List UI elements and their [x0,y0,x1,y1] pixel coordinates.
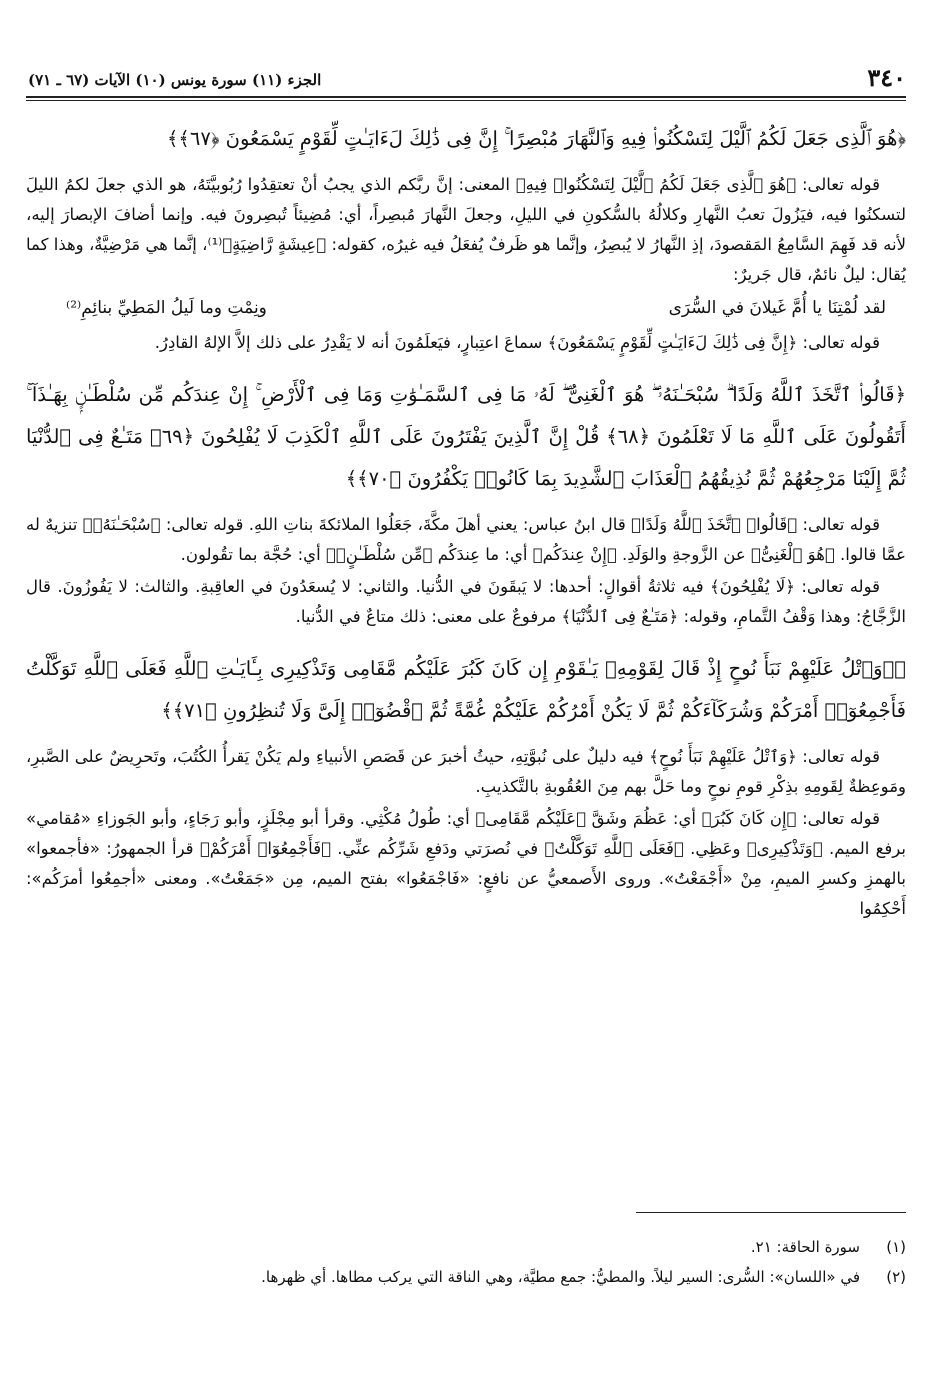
footnote [26,1232,906,1262]
footnote-number: (٢) [886,1268,906,1286]
poetry-second-hemistich: ونِمْتِ وما لَيلُ المَطِيِّ بنائِمِ⁽²⁾ [66,298,267,318]
footnote-text: سورة الحاقة: ٢١. [750,1238,860,1256]
page-number: ٣٤٠ [867,63,906,92]
footnotes [26,1232,906,1292]
page-body [26,112,906,924]
footnote [26,1262,906,1292]
header-rule [26,96,906,101]
commentary-paragraph: قوله تعالى: ﴿هُوَ ٱلَّذِى جَعَلَ لَكُمُ ٱلَّيْلَ لِتَسْكُنُوا۟ فِيهِ﴾ المعنى: إنَّ ربَّكم الذي يجبُ أنْ تعتقِدُوا رُبُوبيَّتَهُ، هو الذي جعلَ لكمُ الليلَ لتسكنُوا فيه، فيَزُولَ تعبُ النَّهارِ وكلالُهُ بالسُّكونِ في الليلِ، وجعلَ النَّهارَ مُبصِراً، أي: مُضِيئاً تُبصِرونَ فيه. وإنما أضافَ الإبصارَ إليه، لأنه قد فَهِمَ السَّامِعُ المَقصودَ، إذِ النَّهارُ لا يُبصِرُ، وإنَّما هو ظَرفٌ يُفعَلُ فيه غيرُه، كقوله: ﴿عِيشَةٍ رَّاضِيَةٍ﴾⁽¹⁾، إنَّما هي مَرْضِيَّةٌ، وهذا كما يُقال: ليلٌ نائمٌ، قال جَريرٌ: [26,175,906,284]
commentary-paragraph: قوله تعالى: ﴿قَالُوا۟ ٱتَّخَذَ ٱللَّهُ وَلَدًا﴾ قال ابنُ عباس: يعني أهلَ مكَّةَ، جَعَلُوا الملائكةَ بناتِ اللهِ. قوله تعالى: ﴿سُبْحَـٰنَهُۥ﴾ تنزيهٌ له عمَّا قالوا. ﴿هُوَ ٱلْغَنِىُّ﴾ عن الزَّوجةِ والوَلَدِ. ﴿إِنْ عِندَكُم﴾ أي: ما عِندَكُم ﴿مِّن سُلْطَـٰنٍۭ﴾ أي: حُجَّة بما تقُولون. [26,515,906,564]
commentary-paragraph: قوله تعالى: ﴿لَا يُفْلِحُونَ﴾ فيه ثلاثةُ أقوالٍ: أحدها: لا يَبقَونَ في الدُّنيا. والثاني: لا يُسعَدُونَ في العاقِبةِ. والثالث: لا يَفُوزُونَ. قال الزَّجَّاجُ: وهذا وَقْفُ التَّمامِ، وقوله: ﴿مَتَـٰعٌ فِى ٱلدُّنْيَا﴾ مرفوعٌ على معنى: ذلك متاعٌ في الدُّنيا. [26,577,906,626]
poetry-first-hemistich: لقد لُمْتِنَا يا أُمَّ غَيلانَ في السُّرَى [668,298,886,318]
quran-verse-67: ﴿هُوَ ٱلَّذِى جَعَلَ لَكُمُ ٱلَّيْلَ لِتَسْكُنُوا۟ فِيهِ وَٱلنَّهَارَ مُبْصِرًا ۚ إِنَّ فِى ذَٰلِكَ لَءَايَـٰتٍ لِّقَوْمٍ يَسْمَعُونَ ﴿٦٧﴾﴾ [167,127,906,150]
quran-verses-68-70: ﴿قَالُوا۟ ٱتَّخَذَ ٱللَّهُ وَلَدًا ۗ سُبْحَـٰنَهُۥ ۖ هُوَ ٱلْغَنِىُّ ۖ لَهُۥ مَا فِى ٱلسَّمَـٰوَٰتِ وَمَا فِى ٱلْأَرْضِ ۚ إِنْ عِندَكُم مِّن سُلْطَـٰنٍۭ بِهَـٰذَآ ۚ أَتَقُولُونَ عَلَى ٱللَّهِ مَا لَا تَعْلَمُونَ ﴿٦٨﴾ قُلْ إِنَّ ٱلَّذِينَ يَفْتَرُونَ عَلَى ٱللَّهِ ٱلْكَذِبَ لَا يُفْلِحُونَ ﴿٦٩﴾ مَتَـٰعٌ فِى ٱلدُّنْيَا ثُمَّ إِلَيْنَا مَرْجِعُهُمْ ثُمَّ نُذِيقُهُمُ ٱلْعَذَابَ ٱلشَّدِيدَ بِمَا كَانُوا۟ يَكْفُرُونَ ﴿٧٠﴾﴾ [26,383,906,490]
footnote-text: في «اللسان»: السُّرى: السير ليلاً. والمطيُّ: جمع مطيَّة، وهي الناقة التي يركب مطاها. أي ظهرها. [261,1268,860,1286]
commentary-paragraph: قوله تعالى: ﴿إِنَّ فِى ذَٰلِكَ لَءَايَـٰتٍ لِّقَوْمٍ يَسْمَعُونَ﴾ سماعَ اعتِبارٍ، فيَعلَمُونَ أنه لا يَقْدِرُ على ذلك إلاَّ الإلهُ القادِرُ. [154,333,880,352]
page-header [28,58,906,92]
footnote-separator [636,1212,906,1213]
quran-verse-71: ۞﴿وَٱتْلُ عَلَيْهِمْ نَبَأَ نُوحٍ إِذْ قَالَ لِقَوْمِهِۦ يَـٰقَوْمِ إِن كَانَ كَبُرَ عَلَيْكُم مَّقَامِى وَتَذْكِيرِى بِـَٔايَـٰتِ ٱللَّهِ فَعَلَى ٱللَّهِ تَوَكَّلْتُ فَأَجْمِعُوٓا۟ أَمْرَكُمْ وَشُرَكَآءَكُمْ ثُمَّ لَا يَكُنْ أَمْرُكُمْ عَلَيْكُمْ غُمَّةً ثُمَّ ٱقْضُوٓا۟ إِلَىَّ وَلَا تُنظِرُونِ ﴿٧١﴾﴾ [26,657,906,722]
commentary-paragraph: قوله تعالى: ﴿وَٱتْلُ عَلَيْهِمْ نَبَأَ نُوحٍ﴾ فيه دليلٌ على نُبوَّتِهِ، حيثُ أخبرَ عن قَصَصِ الأنبياءِ ولم يَكُنْ يَقرأُ الكُتُبَ، وتَحرِيضٌ على الصَّبرِ، ومَوعِظةٌ لِقَومِهِ بذِكْرِ قومِ نوحٍ وما حَلَّ بهم مِنَ العُقُوبةِ بالتَّكذيبِ. [26,747,906,796]
running-title: الجزء (١١) سورة يونس (١٠) الآيات (٦٧ ـ ٧١) [28,71,322,89]
commentary-paragraph: قوله تعالى: ﴿إِن كَانَ كَبُرَ﴾ أي: عَظُمَ وشَقَّ ﴿عَلَيْكُم مَّقَامِى﴾ أي: طُولُ مُكْثِي. وقرأ أبو مِجْلَزٍ، وأبو رَجَاءٍ، وأبو الجَوزاءِ «مُقامي» برفع الميم. ﴿وَتَذْكِيرِى﴾ وعَظِي. ﴿فَعَلَى ٱللَّهِ تَوَكَّلْتُ﴾ في نُصرَتي ودَفعِ شَرِّكُم عنِّي. ﴿فَأَجْمِعُوٓا۟ أَمْرَكُمْ﴾ قرأ الجمهورُ: «فأجمعوا» بالهمزِ وكسرِ الميمِ، مِنْ «أَجْمَعْتُ». وروى الأَصمعيُّ عن نافعٍ: «فَاجْمَعُوا» بفتح الميم، مِن «جَمَعْتُ». ومعنى «أجمِعُوا أمرَكُم»: أَحْكِمُوا [26,809,906,918]
footnote-number: (١) [886,1238,906,1256]
poetry-verse [26,290,906,328]
